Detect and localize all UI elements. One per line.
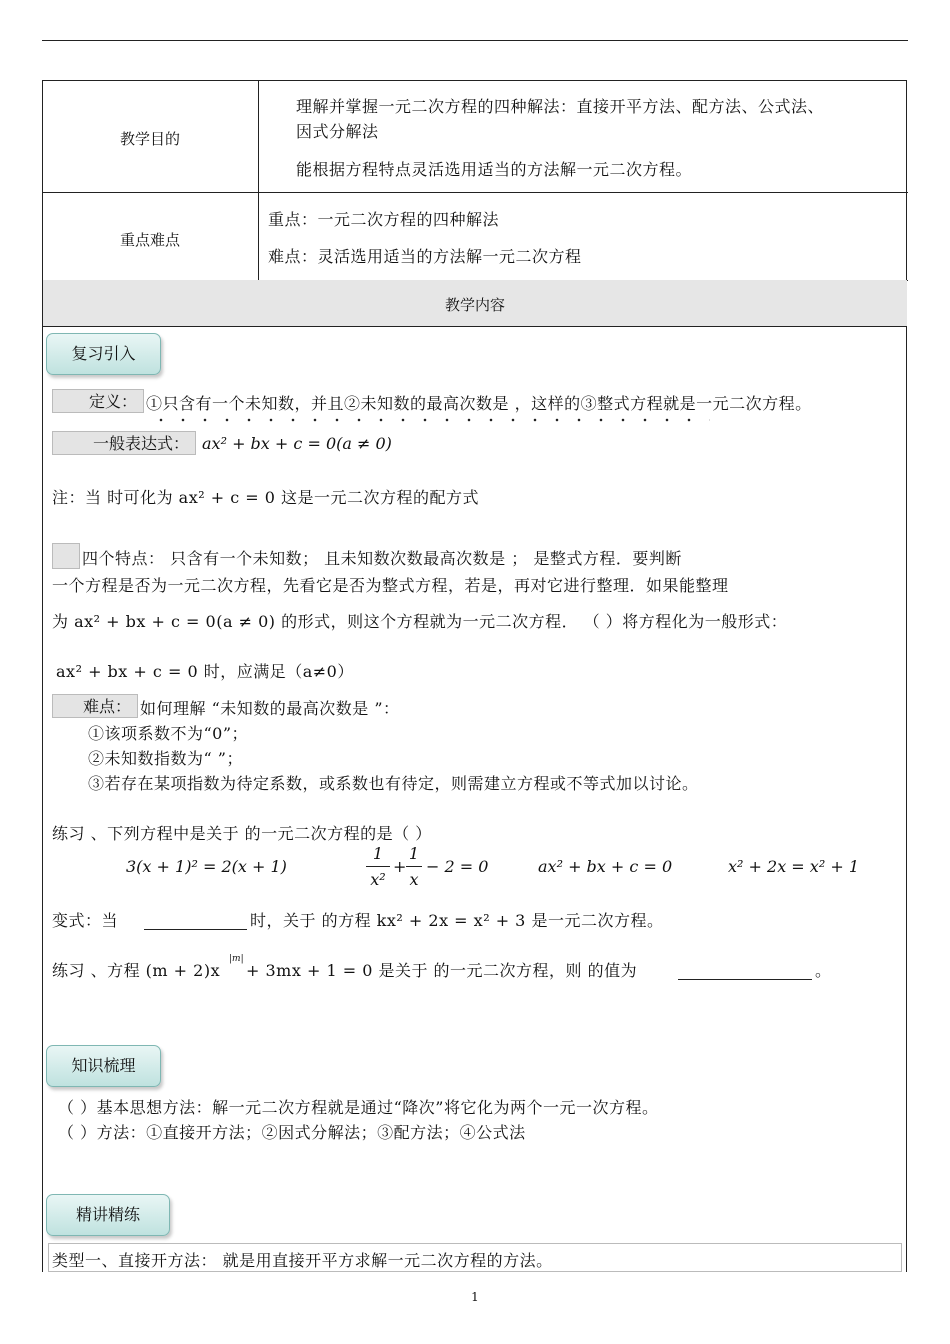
features-marker [52,543,80,569]
page-number: 1 [471,1290,479,1304]
objective-line: 理解并掌握一元二次方程的四种解法：直接开平方法、配方法、公式法、 [296,97,825,116]
objective-label: 教学目的 [119,130,180,148]
difficulty-label: 难点： [52,694,138,718]
definition-text: ①只含有一个未知数，并且②未知数的最高次数是 ，这样的③整式方程就是一元二次方程。 [146,394,812,413]
note-text: 注：当 时可化为 ax² + c = 0 这是一元二次方程的配方式 [52,488,480,507]
difficulty-question: 如何理解 “未知数的最高次数是 ”： [140,699,400,718]
features-text: ax² + bx + c = 0 时，应满足（a≠0） [56,662,354,681]
difficulty-item: ②未知数指数为“ ”； [88,749,243,768]
fraction-numerator: 1 [372,844,384,863]
features-text: 四个特点： 只含有一个未知数； 且未知数次数最高次数是 ； 是整式方程．要判断 [82,549,682,568]
emphasis-dots [150,417,710,423]
general-form-label: 一般表达式： [52,431,196,455]
definition-label: 定义： [52,389,144,413]
exercise-2-end: 。 [815,961,832,980]
equation-tail: − 2 = 0 [426,857,489,876]
keypoints-label: 重点难点 [119,231,180,249]
keypoint-text: 重点：一元二次方程的四种解法 [268,210,500,229]
difficulty-item: ③若存在某项指数为待定系数，或系数也有待定，则需建立方程或不等式加以讨论。 [88,774,699,793]
equation-option: ax² + bx + c = 0 [538,857,673,876]
row-divider [42,192,908,193]
practice-tab[interactable]: 精讲精练 [46,1194,170,1236]
equation-option: x² + 2x = x² + 1 [728,857,859,876]
fraction-numerator: 1 [408,844,420,863]
objective-line: 因式分解法 [296,122,379,141]
features-text: 一个方程是否为一元二次方程，先看它是否为整式方程，若是，再对它进行整理．如果能整理 [52,576,729,595]
knowledge-tab[interactable]: 知识梳理 [46,1045,161,1087]
column-divider [258,80,259,280]
answer-blank[interactable] [678,979,812,980]
review-tab[interactable]: 复习引入 [46,333,161,375]
equation-option: 3(x + 1)² = 2(x + 1) [126,857,287,876]
difficulty-text: 难点：灵活选用适当的方法解一元二次方程 [268,247,582,266]
fraction-bar [366,866,390,867]
content-band [43,280,907,327]
header-rule [42,40,908,41]
objective-line: 能根据方程特点灵活选用适当的方法解一元二次方程。 [296,160,693,179]
plus-sign: + [393,857,407,876]
fraction-denominator: x² [370,870,386,889]
exercise-2-text: + 3mx + 1 = 0 是关于 的一元二次方程，则 的值为 [246,961,638,980]
exercise-1-prompt: 练习 、下列方程中是关于 的一元二次方程的是（ ） [52,824,432,843]
exercise-2-prompt: 练习 、方程 (m + 2)x [52,961,221,980]
difficulty-item: ①该项系数不为“0”； [88,724,249,743]
features-text: 为 ax² + bx + c = 0(a ≠ 0) 的形式，则这个方程就为一元二次方程． （ ）将方程化为一般形式： [52,612,788,631]
variant-text: 时，关于 的方程 kx² + 2x = x² + 3 是一元二次方程。 [250,911,664,930]
fraction-bar [406,866,422,867]
fraction-denominator: x [409,870,419,889]
exponent: |m| [229,954,244,964]
content-band-title: 教学内容 [444,296,505,314]
variant-prefix: 变式：当 [52,911,119,930]
answer-blank[interactable] [144,929,247,930]
general-form-formula: ax² + bx + c = 0(a ≠ 0) [202,434,392,453]
type-one-text: 类型一、直接开方法： 就是用直接开平方求解一元二次方程的方法。 [52,1251,553,1270]
knowledge-line: （ ）方法：①直接开方法；②因式分解法；③配方法；④公式法 [58,1123,526,1142]
knowledge-line: （ ）基本思想方法：解一元二次方程就是通过“降次”将它化为两个一元一次方程。 [58,1098,659,1117]
